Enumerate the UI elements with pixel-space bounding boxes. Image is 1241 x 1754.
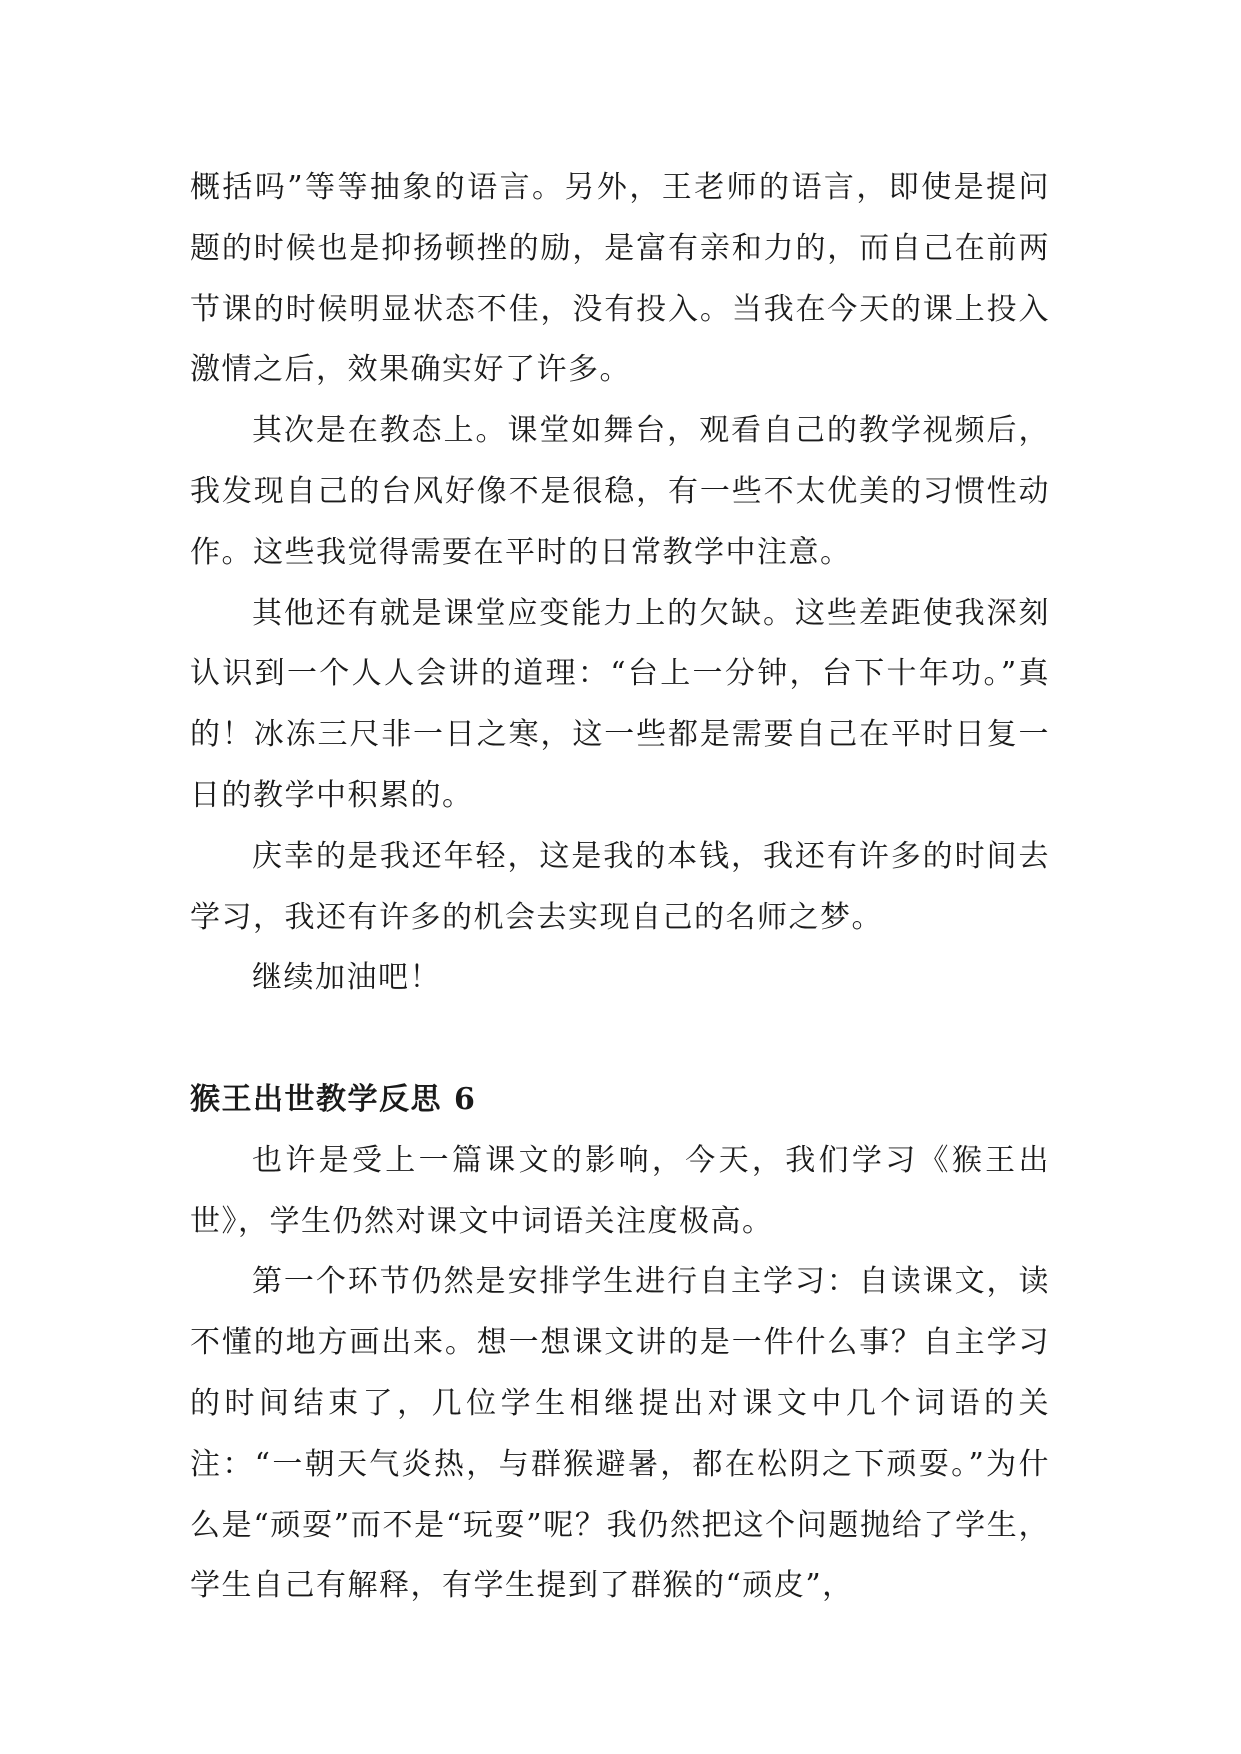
paragraph-3: 其他还有就是课堂应变能力上的欠缺。这些差距使我深刻认识到一个人人会讲的道理：“台上一分钟，台下十年功。”真的！冰冻三尺非一日之寒，这一些都是需要自己在平时日复一日的教学中积累的。 xyxy=(190,595,1050,813)
paragraph-2: 其次是在教态上。课堂如舞台，观看自己的教学视频后，我发现自己的台风好像不是很稳，有一些不太优美的习惯性动作。这些我觉得需要在平时的日常教学中注意。 xyxy=(190,413,1050,570)
paragraph-7: 第一个环节仍然是安排学生进行自主学习：自读课文，读不懂的地方画出来。想一想课文讲的是一件什么事？自主学习的时间结束了，几位学生相继提出对课文中几个词语的关注：“一朝天气炎热，与群猴避暑，都在松阴之下顽耍。”为什么是“顽耍”而不是“玩耍”呢？我仍然把这个问题抛给了学生，学生自己有解释，有学生提到了群猴的“顽皮”， xyxy=(190,1264,1050,1604)
paragraph-4: 庆幸的是我还年轻，这是我的本钱，我还有许多的时间去学习，我还有许多的机会去实现自己的名师之梦。 xyxy=(190,838,1050,935)
paragraph-5: 继续加油吧！ xyxy=(252,960,441,996)
section-title: 猴王出世教学反思 6 xyxy=(190,1081,477,1117)
document-body xyxy=(190,158,1050,1617)
paragraph-6: 也许是受上一篇课文的影响，今天，我们学习《猴王出世》，学生仍然对课文中词语关注度极高。 xyxy=(190,1142,1050,1239)
section-gap xyxy=(190,1009,1050,1070)
paragraph-1: 概括吗”等等抽象的语言。另外，王老师的语言，即使是提问题的时候也是抑扬顿挫的励，是富有亲和力的，而自己在前两节课的时候明显状态不佳，没有投入。当我在今天的课上投入激情之后，效果确实好了许多。 xyxy=(190,170,1050,388)
